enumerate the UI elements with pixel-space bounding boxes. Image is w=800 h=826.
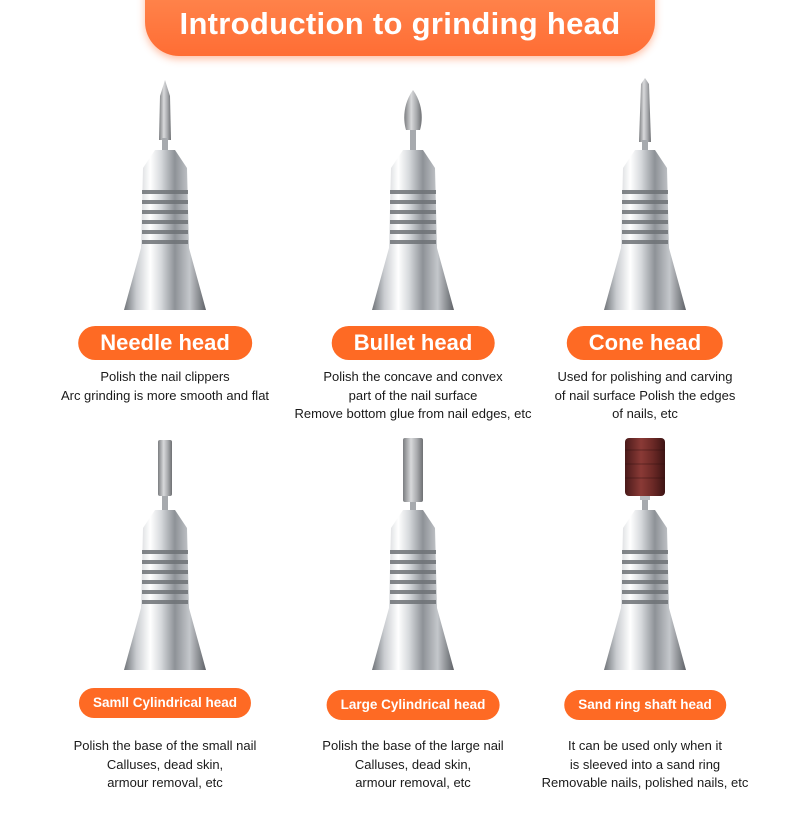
head-label-sand-ring: Sand ring shaft head [564,690,726,720]
cone-bit-icon [585,78,705,318]
head-description-sand-ring: It can be used only when it is sleeved into a sand ring Removable nails, polished nails, etc [541,738,749,790]
head-label-cone: Cone head [567,326,723,360]
head-card-small-cylinder [35,436,295,826]
head-description-small-cylinder: Polish the base of the small nail Calluses, dead skin, armour removal, etc [73,738,257,790]
page-title: Introduction to grinding head [179,6,621,41]
head-description-large-cylinder: Polish the base of the large nail Calluses, dead skin, armour removal, etc [322,738,504,790]
head-card-sand-ring [515,436,775,826]
head-label-large-cylinder: Large Cylindrical head [327,690,500,720]
title-banner [145,0,655,56]
head-card-cone [515,78,775,468]
head-label-small-cylinder: Samll Cylindrical head [79,688,251,718]
large-cylinder-bit-icon [353,436,473,676]
head-description-cone: Used for polishing and carving of nail surface Polish the edges of nails, etc [554,369,736,421]
sand-ring-bit-icon [585,436,705,676]
needle-bit-icon [105,78,225,318]
head-label-bullet: Bullet head [332,326,495,360]
small-cylinder-bit-icon [105,436,225,676]
head-label-needle: Needle head [78,326,252,360]
head-card-needle [35,78,295,468]
head-description-needle: Polish the nail clippers Arc grinding is more smooth and flat [60,369,270,403]
head-description-bullet: Polish the concave and convex part of the nail surface Remove bottom glue from nail edges, etc [294,369,532,421]
head-card-bullet [283,78,543,468]
bullet-bit-icon [353,78,473,318]
head-card-large-cylinder [283,436,543,826]
